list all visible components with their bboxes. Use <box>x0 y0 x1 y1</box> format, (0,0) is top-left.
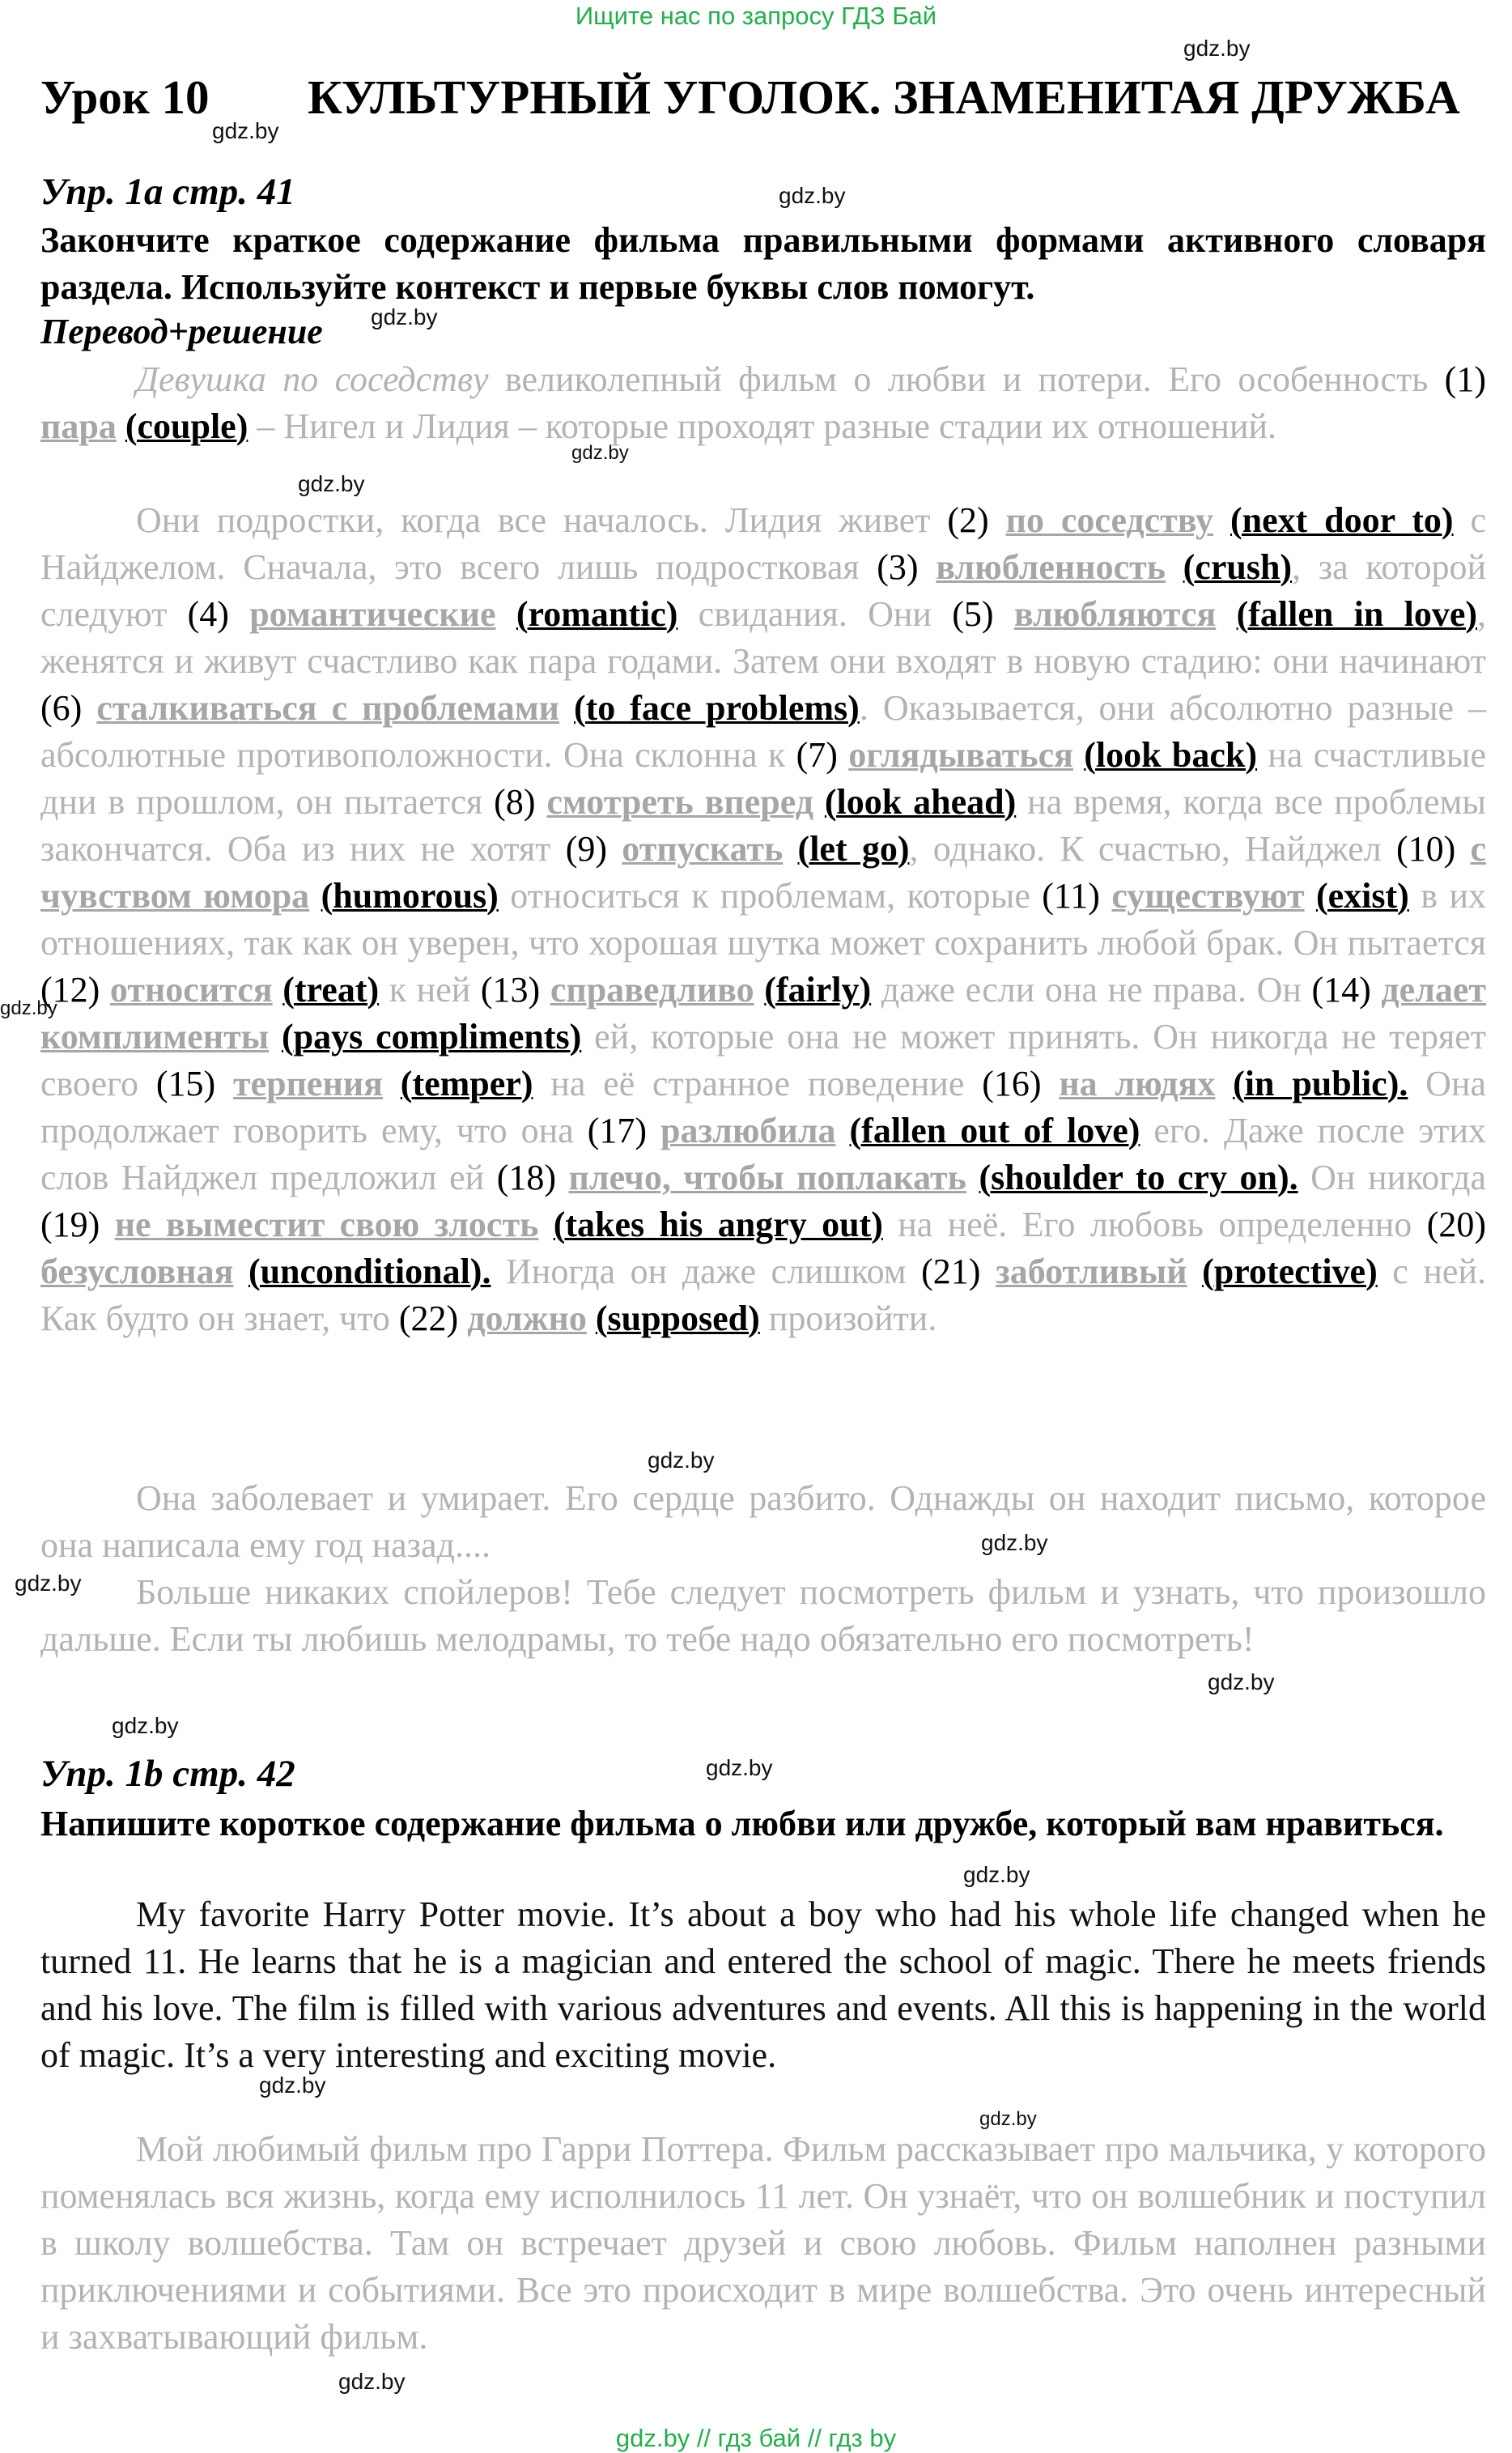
watermark: gdz.by <box>571 442 629 464</box>
answer-en: (humorous) <box>321 876 499 916</box>
answer-ru: на людях <box>1059 1064 1216 1103</box>
text-fragment: на её странное поведение <box>533 1064 983 1103</box>
text-fragment: – Нигел и Лидия – которые проходят разные стадии их отношений. <box>248 406 1277 446</box>
blank-number: (11) <box>1042 876 1100 916</box>
film-title: Девушка по соседству <box>136 359 489 399</box>
answer-en: (takes his angry out) <box>553 1205 883 1244</box>
text-fragment: относиться к проблемам, которые <box>498 876 1043 916</box>
text-fragment: , однако. К счастью, Найджел <box>909 829 1396 869</box>
text-fragment: Она продолжает говорить ему, что она <box>40 1064 1487 1150</box>
exercise-1a-task: Закончите краткое содержание фильма правильными формами активного словаря раздела. Используйте контекст и первые буквы слов помогут. <box>40 220 1486 307</box>
blank-number: (8) <box>494 782 536 822</box>
summary-paragraph-1 <box>40 356 1486 450</box>
text-fragment: Он никогда <box>1298 1158 1487 1197</box>
answer-ru: безусловная <box>40 1252 234 1291</box>
text-fragment: великолепный фильм о любви и потери. Его особенность <box>488 359 1445 399</box>
blank-number: (3) <box>877 547 919 587</box>
blank-number: (1) <box>1444 359 1486 399</box>
answer-ru: романтические <box>249 594 496 634</box>
text-fragment: с Найджелом. Сначала, это всего лишь подростковая <box>40 500 1487 587</box>
text-fragment: , женятся и живут счастливо как пара годами. Затем они входят в новую стадию: они начинают <box>40 594 1487 681</box>
answer-ru: сталкиваться с проблемами <box>96 688 560 728</box>
text-fragment: на время, когда все проблемы закончатся. Оба из них не хотят <box>40 782 1486 869</box>
watermark: gdz.by <box>298 471 365 496</box>
blank-number: (6) <box>40 688 83 728</box>
answer-en: (next door to) <box>1230 500 1454 540</box>
text-fragment: с ней. Как будто он знает, что <box>40 1252 1486 1338</box>
text-fragment: ей, которые она не может принять. Он никогда не теряет своего <box>40 1017 1486 1103</box>
text-fragment: на счастливые дни в прошлом, он пытается <box>40 735 1487 822</box>
answer-ru: заботливый <box>996 1252 1187 1291</box>
watermark: gdz.by <box>979 2108 1037 2130</box>
blank-number: (12) <box>40 970 100 1010</box>
answer-ru: с чувством юмора <box>40 829 1487 916</box>
english-summary: My favorite Harry Potter movie. It’s about a boy who had his whole life changed when he turned 11. He learns that he is a magician and entered the school of magic. There he meets friends and his love. The film is filled with various adventures and events. All this is happening in the world of magic. It’s a very interesting and exciting movie. <box>40 1894 1486 2075</box>
text-fragment: на неё. Его любовь определенно <box>882 1205 1427 1244</box>
blank-number: (16) <box>982 1064 1042 1103</box>
text-fragment: его. Даже после этих слов Найджел предложил ей <box>40 1111 1487 1197</box>
answer-ru: смотреть вперед <box>546 782 813 822</box>
answer-ru: плечо, чтобы поплакать <box>568 1158 966 1197</box>
watermark: gdz.by <box>212 118 279 143</box>
blank-number: (7) <box>796 735 838 775</box>
answer-ru: делает комплименты <box>40 970 1487 1056</box>
answer-en: (fallen in love) <box>1236 594 1478 634</box>
bottom-banner: gdz.by // гдз бай // гдз by <box>615 2424 897 2452</box>
exercise-1a-heading: Упр. 1a стр. 41 <box>40 171 295 213</box>
answer-en: (romantic) <box>516 594 678 634</box>
answer-en: (crush) <box>1183 547 1293 587</box>
exercise-1b-task: Напишите короткое содержание фильма о любви или дружбе, который вам нравиться. <box>40 1804 1444 1843</box>
answer-en: (treat) <box>282 970 380 1010</box>
blank-number: (14) <box>1311 970 1371 1010</box>
text-fragment: к ней <box>379 970 481 1010</box>
answer-ru: по соседству <box>1005 500 1214 540</box>
answer-en: (exist) <box>1316 876 1409 916</box>
answer-en: (look ahead) <box>824 782 1017 822</box>
russian-translation: Мой любимый фильм про Гарри Поттера. Фильм рассказывает про мальчика, у которого поменялась вся жизнь, когда ему исполнилось 11 лет. Он узнаёт, что он волшебник и поступил в школу волшебства. Там он встречает друзей и свою любовь. Фильм наполнен разными приключениями и событиями. Все это происходит в мире волшебства. Это очень интересный и захватывающий фильм. <box>40 2129 1486 2357</box>
answer-en: (protective) <box>1202 1252 1378 1291</box>
page-title <box>40 70 1489 125</box>
text-fragment: Они подростки, когда все началось. Лидия живет <box>136 500 948 540</box>
answer-ru: влюбляются <box>1013 594 1217 634</box>
blank-number: (18) <box>496 1158 556 1197</box>
exercise-1a-subtitle: Перевод+решение <box>40 312 323 351</box>
summary-paragraph-3: Она заболевает и умирает. Его сердце разбито. Однажды он находит письмо, которое она написала ему год назад.... <box>40 1478 1486 1565</box>
watermark: gdz.by <box>15 1571 82 1596</box>
answer-en: (to face problems) <box>574 688 860 728</box>
answer-ru: разлюбила <box>660 1111 836 1150</box>
blank-number: (4) <box>187 594 229 634</box>
text-fragment: даже если она не права. Он <box>871 970 1312 1010</box>
blank-number: (20) <box>1426 1205 1486 1244</box>
watermark: gdz.by <box>963 1862 1030 1887</box>
answer-en: (in public). <box>1233 1064 1408 1103</box>
watermark: gdz.by <box>0 997 57 1019</box>
watermark: gdz.by <box>981 1530 1048 1555</box>
exercise-1b-heading: Упр. 1b стр. 42 <box>40 1753 295 1795</box>
blank-number: (17) <box>587 1111 648 1150</box>
answer-ru: относится <box>109 970 273 1010</box>
summary-paragraph-2 <box>40 497 1486 1342</box>
answer-en: (fallen out of love) <box>849 1111 1140 1150</box>
watermark: gdz.by <box>706 1755 773 1780</box>
answer-ru: отпускать <box>622 829 784 869</box>
watermark: gdz.by <box>1183 36 1251 61</box>
text-fragment: в их отношениях, так как он уверен, что хорошая шутка может сохранить любой брак. Он пытается <box>40 876 1486 963</box>
text-fragment: свидания. Они <box>677 594 953 634</box>
answer-ru: терпения <box>232 1064 383 1103</box>
watermark: gdz.by <box>112 1713 179 1738</box>
answer-en: (let go) <box>797 829 910 869</box>
answer-ru: пара <box>40 406 117 446</box>
answer-en: (fairly) <box>764 970 872 1010</box>
blank-number: (9) <box>565 829 608 869</box>
answer-ru: должно <box>467 1299 587 1338</box>
top-banner: Ищите нас по запросу ГДЗ Бай <box>575 2 937 30</box>
answer-ru: оглядываться <box>848 735 1073 775</box>
blank-number: (13) <box>480 970 541 1010</box>
lesson-topic: КУЛЬТУРНЫЙ УГОЛОК. ЗНАМЕНИТАЯ ДРУЖБА <box>308 70 1460 124</box>
blank-number: (22) <box>398 1299 459 1338</box>
text-fragment: , за которой следуют <box>40 547 1487 634</box>
blank-number: (15) <box>155 1064 216 1103</box>
watermark: gdz.by <box>259 2073 326 2098</box>
answer-ru: не выместит свою злость <box>114 1205 539 1244</box>
answer-en: (look back) <box>1084 735 1257 775</box>
blank-number: (2) <box>947 500 989 540</box>
blank-number: (5) <box>952 594 994 634</box>
lesson-number: Урок 10 <box>40 70 210 124</box>
watermark: gdz.by <box>779 183 846 208</box>
text-fragment: . Оказывается, они абсолютно разные – абсолютные противоположности. Она склонна к <box>40 688 1487 775</box>
text-fragment: произойти. <box>759 1299 937 1338</box>
answer-en: (couple) <box>125 406 248 446</box>
blank-number: (19) <box>40 1205 100 1244</box>
answer-en: (supposed) <box>595 1299 760 1338</box>
watermark: gdz.by <box>648 1448 715 1473</box>
answer-en: (pays compliments) <box>281 1017 582 1056</box>
answer-ru: влюбленность <box>936 547 1166 587</box>
summary-paragraph-4: Больше никаких спойлеров! Тебе следует посмотреть фильм и узнать, что произошло дальше. Если ты любишь мелодрамы, то тебе надо обязательно его посмотреть! <box>40 1572 1486 1659</box>
watermark: gdz.by <box>338 2369 406 2394</box>
answer-en: (temper) <box>400 1064 533 1103</box>
answer-en: (unconditional). <box>248 1252 491 1291</box>
blank-number: (21) <box>921 1252 981 1291</box>
blank-number: (10) <box>1395 829 1456 869</box>
text-fragment: Иногда он даже слишком <box>491 1252 922 1291</box>
answer-ru: существуют <box>1111 876 1305 916</box>
watermark: gdz.by <box>1208 1669 1275 1694</box>
watermark: gdz.by <box>371 304 438 329</box>
answer-ru: справедливо <box>550 970 754 1010</box>
answer-en: (shoulder to cry on). <box>979 1158 1298 1197</box>
